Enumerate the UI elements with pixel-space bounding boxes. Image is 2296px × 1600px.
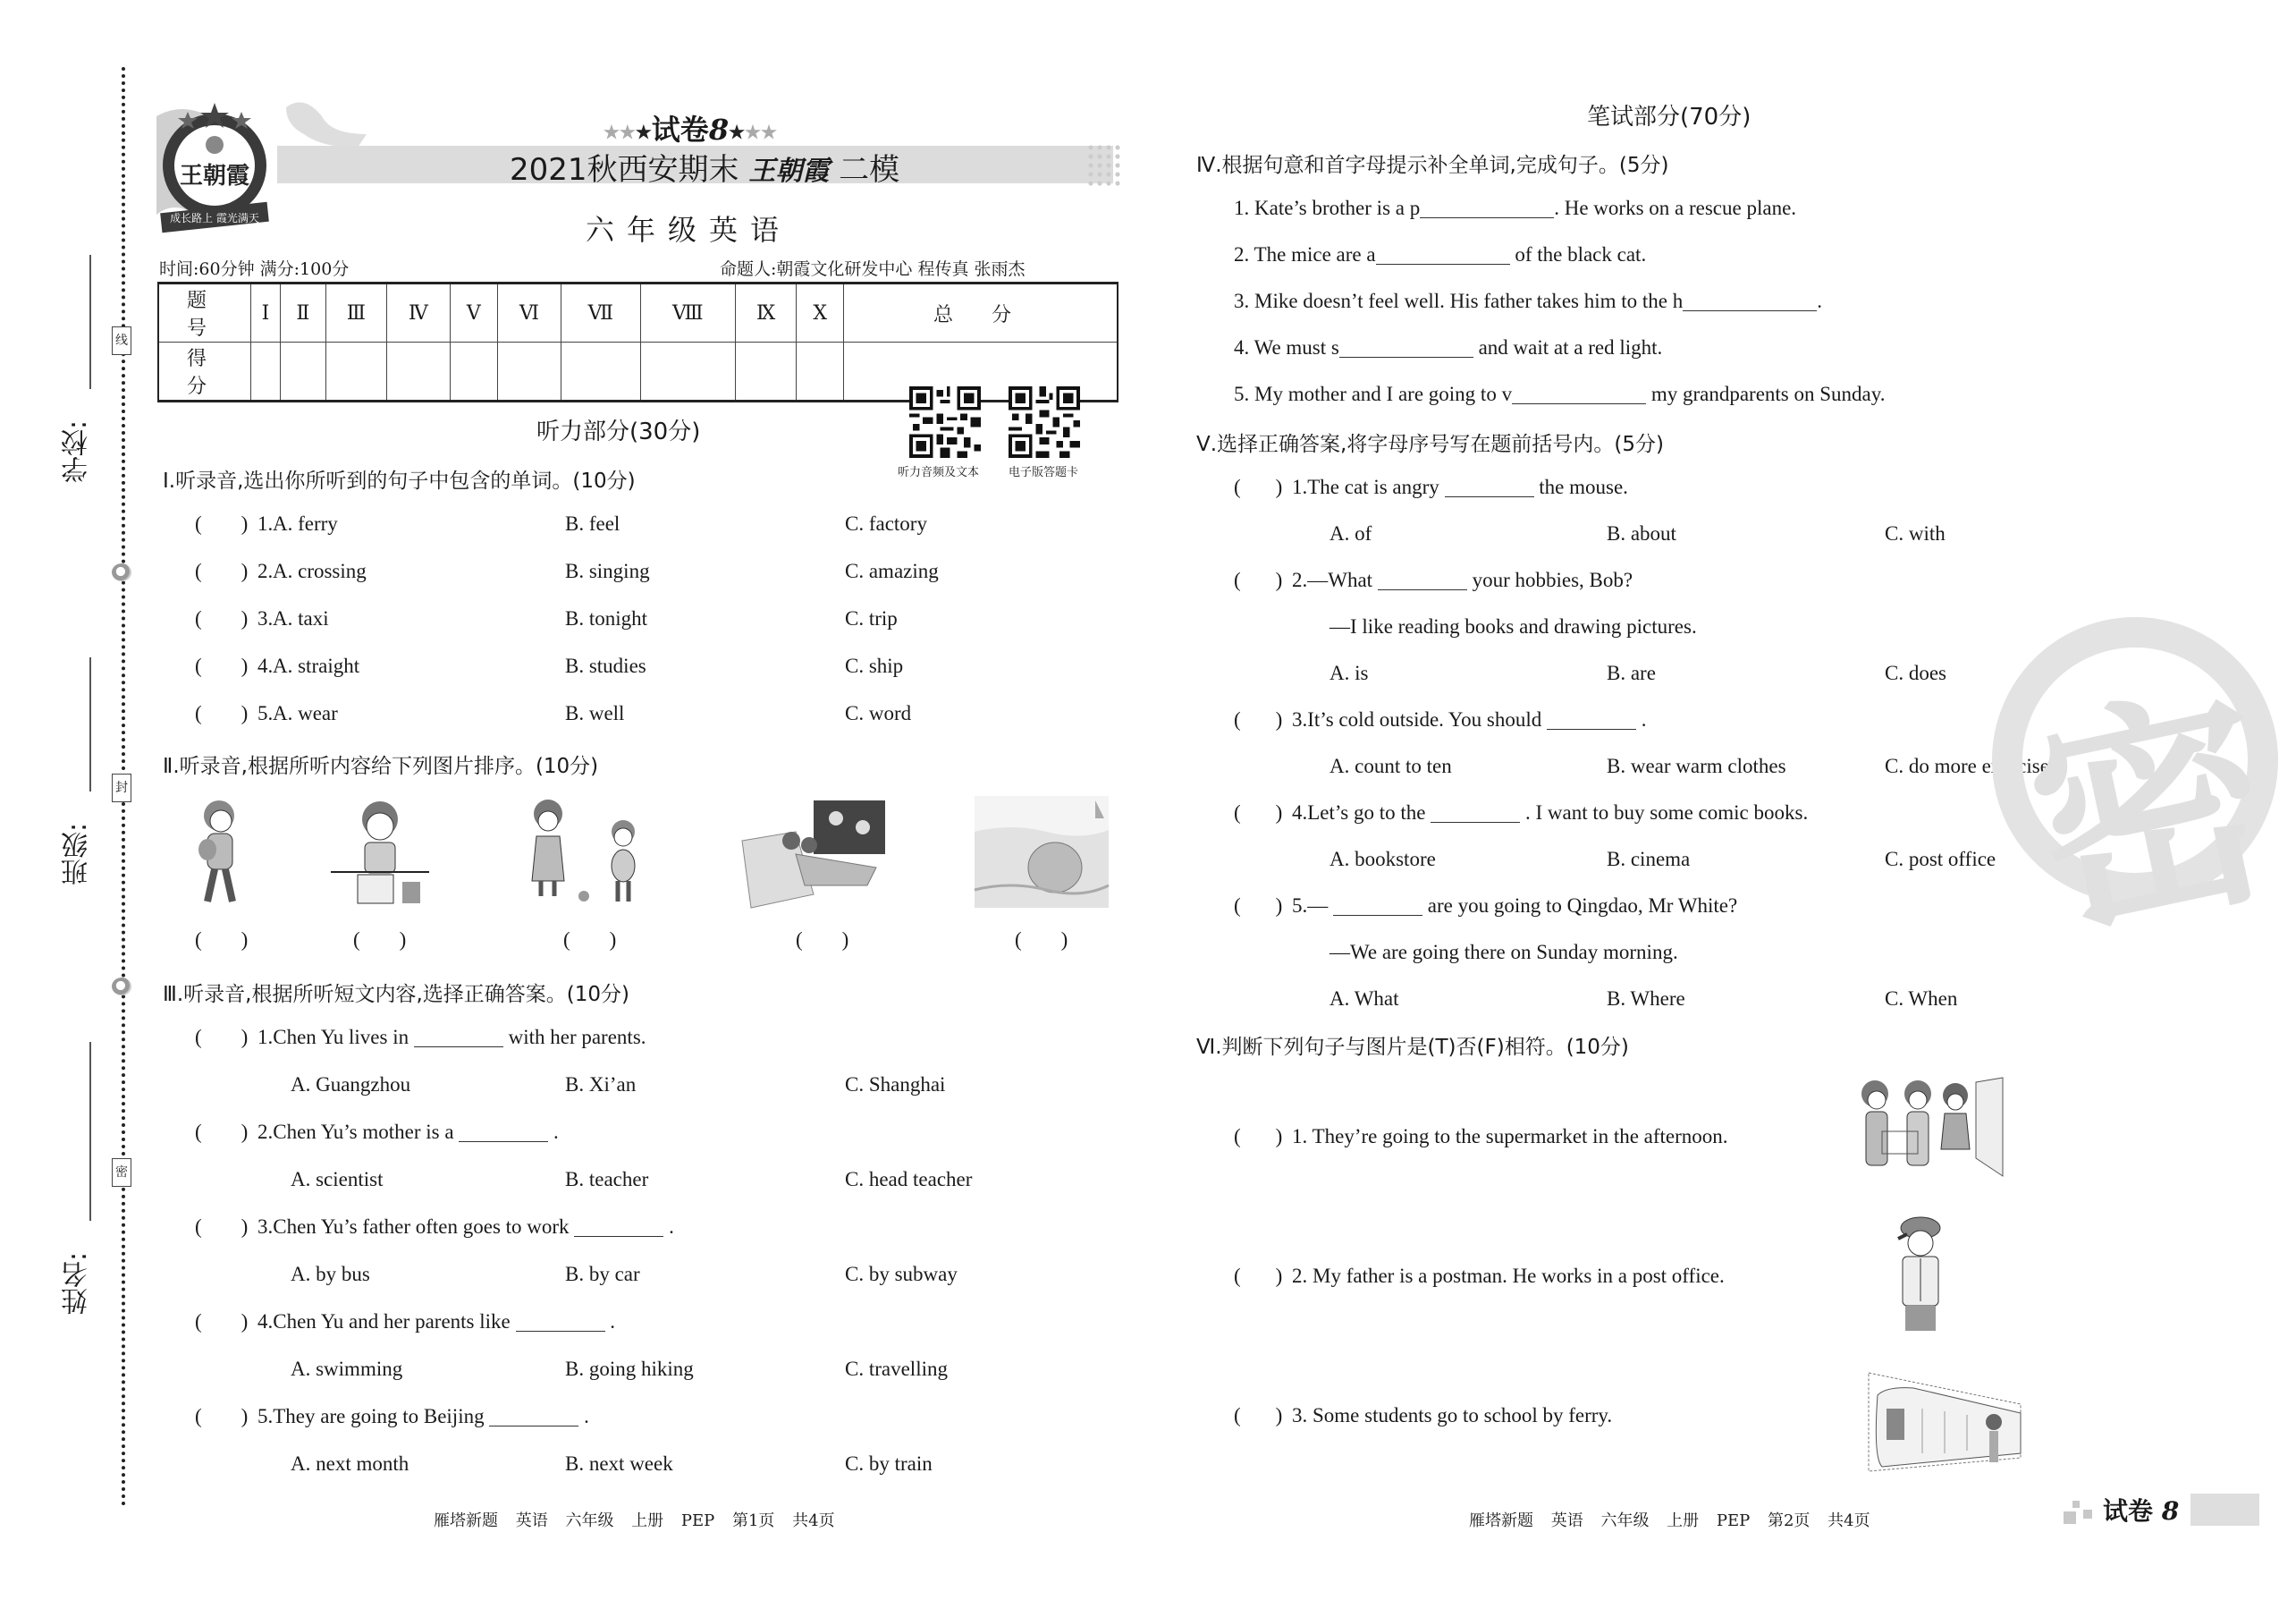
option-a[interactable]: A. What [1329,987,1399,1010]
score-table-label: 题 号 [158,284,251,343]
option-a[interactable]: A. bookstore [1329,848,1436,870]
answer-blank[interactable] [1378,569,1467,590]
sentence-start: 1. Kate’s brother is a p [1234,197,1421,219]
score-col: Ⅵ [497,284,561,343]
corner-tab-bar [2190,1494,2259,1526]
question-text-end: the mouse. [1539,476,1628,498]
score-col: Ⅴ [450,284,497,343]
qr-caption-audio: 听力音频及文本 [898,466,980,479]
dialogue-reply: —We are going there on Sunday morning. [1329,941,1678,963]
listening-section-title: 听力部分(30分) [536,419,701,445]
score-col: Ⅳ [387,284,451,343]
score-col: Ⅸ [735,284,796,343]
option-c[interactable]: C. with [1885,522,1946,545]
answer-parens[interactable]: ( ) [195,1215,249,1238]
answer-parens[interactable]: ( ) [1234,708,1283,731]
answer-blank[interactable] [1376,243,1510,265]
option-b[interactable]: B. about [1607,522,1676,545]
question-number: 3. [257,1215,274,1238]
score-total-label: 总 分 [844,284,1118,343]
answer-parens[interactable]: ( ) [195,1405,249,1427]
score-cell[interactable] [640,343,735,402]
option-a[interactable]: A. ferry [273,512,338,535]
question-stem [1292,801,1808,825]
question-stem [1292,708,1646,732]
score-cell[interactable] [561,343,640,402]
option-c[interactable]: C. post office [1885,848,1996,870]
statement-text: 1. They’re going to the supermarket in the afternoon. [1292,1125,1728,1147]
authors: 命题人:朝霞文化研发中心 程传真 张雨杰 [720,259,1026,279]
exam-title [510,145,899,189]
option-b[interactable]: B. going hiking [565,1358,694,1380]
question-text: Chen Yu’s father often goes to work [273,1215,570,1238]
answer-blank[interactable] [489,1405,578,1426]
fill-in-sentence [1234,197,1796,220]
question-number: 2. [257,1121,274,1143]
sentence-end: of the black cat. [1509,243,1647,266]
statement-text: 3. Some students go to school by ferry. [1292,1404,1613,1426]
option-a[interactable]: A. Guangzhou [291,1073,411,1096]
option-b[interactable]: B. are [1607,662,1656,684]
answer-blank[interactable] [1333,894,1422,916]
option-c[interactable]: C. does [1885,662,1946,684]
fill-in-sentence [1234,290,1822,313]
question-stem [257,1121,559,1144]
option-b[interactable]: B. Xi’an [565,1073,637,1096]
question-text-end: are you going to Qingdao, Mr White? [1427,894,1738,917]
answer-parens[interactable]: ( ) [195,655,249,677]
option-b[interactable]: B. wear warm clothes [1607,755,1786,777]
option-a[interactable]: A. crossing [273,560,367,582]
seal-mark-secret: 密 [112,1158,131,1187]
paper-tag: 试卷 [651,113,709,147]
paper-number-title: ★★★试卷8★★★ [604,113,777,147]
name-underline [89,1042,91,1221]
option-c[interactable]: C. by train [845,1452,933,1475]
paper-number: 8 [708,113,730,147]
option-b[interactable]: B. feel [565,512,620,535]
question-number: 2. [257,560,274,582]
answer-parens[interactable]: ( ) [195,607,249,630]
score-col: Ⅷ [640,284,735,343]
option-a[interactable]: A. taxi [273,607,329,630]
question-number: 5. [257,1405,274,1427]
option-c[interactable]: C. trip [845,607,898,630]
answer-parens[interactable]: ( ) [1234,801,1283,824]
writing-section-title: 笔试部分(70分) [1587,104,1752,131]
answer-parens[interactable]: ( ) [1234,894,1283,917]
sentence-end: my grandparents on Sunday. [1646,383,1886,405]
score-row-label: 得 分 [158,343,251,402]
school-label: 学校: [62,419,93,483]
option-c[interactable]: C. travelling [845,1358,948,1380]
answer-blank[interactable] [1431,801,1520,823]
tab-square-decoration [2083,1510,2092,1519]
sentence-end: . [1817,290,1823,312]
option-b[interactable]: B. Where [1607,987,1685,1010]
sentence-start: 2. The mice are a [1234,243,1376,266]
score-table-header-row [158,284,1118,343]
option-c[interactable]: C. head teacher [845,1168,973,1190]
question-stem [257,1026,646,1049]
option-c[interactable]: C. factory [845,512,927,535]
score-cell[interactable] [450,343,497,402]
score-cell[interactable] [251,343,281,402]
school-underline [89,255,91,389]
question-number: 1. [1292,476,1308,498]
question-text-end: . [1641,708,1647,731]
answer-blank[interactable] [1420,197,1554,218]
option-c[interactable]: C. do more exercise [1885,755,2049,777]
picture-order-parens[interactable]: ( ) [1015,928,1068,951]
dialogue-reply: —I like reading books and drawing pictures. [1329,615,1697,638]
watermark-char: 密 [2010,659,2294,973]
svg-text:王朝霞: 王朝霞 [179,163,250,190]
answer-blank[interactable] [1445,476,1534,497]
option-c[interactable]: C. amazing [845,560,939,582]
part-5-heading: Ⅴ.选择正确答案,将字母序号写在题前括号内。(5分) [1196,433,1664,456]
class-underline [89,657,91,792]
question-text: Chen Yu’s mother is a [273,1121,454,1143]
question-text: Let’s go to the [1307,801,1426,824]
option-b[interactable]: B. next week [565,1452,673,1475]
question-stem [1292,894,1737,918]
sentence-start: 3. Mike doesn’t feel well. His father takes him to the h [1234,290,1684,312]
fill-in-sentence [1234,383,1886,406]
question-stem [1292,476,1628,499]
qr-code-answer-sheet[interactable] [1009,386,1080,458]
fill-in-sentence [1234,336,1662,360]
part-4-heading: Ⅳ.根据句意和首字母提示补全单词,完成句子。(5分) [1196,154,1669,177]
question-number: 3. [1292,708,1308,731]
footer-page-1: 雁塔新题 英语 六年级 上册 PEP 第1页 共4页 [434,1511,835,1530]
question-number: 4. [257,1310,274,1333]
tab-square-decoration [2072,1501,2080,1508]
question-text-end: . [553,1121,559,1143]
picture-order-parens[interactable]: ( ) [796,928,849,951]
answer-parens[interactable]: ( ) [195,1026,249,1048]
question-text-end: . [669,1215,674,1238]
option-b[interactable]: B. by car [565,1263,640,1285]
score-cell[interactable] [797,343,844,402]
swirl-icon [112,563,131,581]
qr-code-audio[interactable] [909,386,981,458]
question-text: Chen Yu lives in [273,1026,409,1048]
footer-page-2: 雁塔新题 英语 六年级 上册 PEP 第2页 共4页 [1469,1511,1870,1530]
true-false-parens[interactable]: ( ) [1234,1125,1283,1147]
question-number: 4. [1292,801,1308,824]
subject-title: 六年级英语 [586,213,792,247]
part-3-heading: Ⅲ.听录音,根据所听短文内容,选择正确答案。(10分) [163,983,630,1006]
answer-parens[interactable]: ( ) [195,1121,249,1143]
option-c[interactable]: C. by subway [845,1263,958,1285]
question-text: They are going to Beijing [273,1405,485,1427]
qr-caption-answer-sheet: 电子版答题卡 [1009,466,1079,479]
answer-blank[interactable] [516,1310,605,1332]
score-cell[interactable] [325,343,386,402]
picture-cinema [742,796,890,908]
sentence-start: 4. We must s [1234,336,1339,359]
score-cell[interactable] [387,343,451,402]
question-stem [257,1405,589,1428]
option-b[interactable]: B. teacher [565,1168,649,1190]
option-a[interactable]: A. wear [273,702,338,724]
picture-boy-reading [331,796,429,908]
answer-blank[interactable] [1339,336,1473,358]
score-col: Ⅲ [325,284,386,343]
option-b[interactable]: B. well [565,702,625,724]
part-6-heading: Ⅵ.判断下列句子与图片是(T)否(F)相符。(10分) [1196,1036,1629,1059]
answer-blank[interactable] [1547,708,1636,730]
question-stem [1292,569,1633,592]
question-text: — [1307,894,1329,917]
option-a[interactable]: A. scientist [291,1168,384,1190]
tab-square-decoration [2064,1511,2076,1524]
question-stem [257,1310,615,1333]
answer-blank[interactable] [574,1215,663,1237]
option-a[interactable]: A. swimming [291,1358,403,1380]
question-text: Chen Yu and her parents like [273,1310,511,1333]
true-false-parens[interactable]: ( ) [1234,1265,1283,1287]
option-c[interactable]: C. When [1885,987,1958,1010]
option-a[interactable]: A. is [1329,662,1369,684]
question-text: The cat is angry [1307,476,1439,498]
question-text-end: . [584,1405,589,1427]
answer-parens[interactable]: ( ) [195,560,249,582]
option-a[interactable]: A. next month [291,1452,409,1475]
secret-watermark-stamp [1992,617,2294,973]
answer-parens[interactable]: ( ) [195,702,249,724]
answer-blank[interactable] [459,1121,548,1142]
seal-mark-line: 线 [112,326,131,355]
option-b[interactable]: B. cinema [1607,848,1691,870]
picture-kids-shopping [1855,1078,2007,1181]
question-number: 2. [1292,569,1308,591]
corner-tab-label: 试卷 [2103,1496,2154,1526]
answer-blank[interactable] [1512,383,1646,404]
answer-blank[interactable] [414,1026,503,1047]
fill-in-sentence [1234,243,1646,267]
option-a[interactable]: A. of [1329,522,1372,545]
answer-blank[interactable] [1683,290,1817,311]
picture-order-parens[interactable]: ( ) [195,928,249,951]
question-text-end: . [610,1310,615,1333]
score-table [157,282,1118,402]
title-pre: 2021秋西安期末 [510,152,739,188]
sentence-end: and wait at a red light. [1473,336,1663,359]
band-dots-decoration [1086,143,1122,186]
option-b[interactable]: B. singing [565,560,650,582]
swirl-icon [112,978,131,995]
title-brand: 王朝霞 [748,156,830,187]
picture-sea-scene [975,796,1109,908]
question-stem [257,1215,674,1239]
picture-subway-train [1860,1368,2030,1471]
score-col: Ⅰ [251,284,281,343]
question-text-end: your hobbies, Bob? [1472,569,1633,591]
question-number: 4. [257,655,274,677]
statement-text: 2. My father is a postman. He works in a post office. [1292,1265,1725,1287]
name-label: 姓名: [62,1251,93,1315]
picture-order-parens[interactable]: ( ) [353,928,407,951]
question-text-end: with her parents. [508,1026,646,1048]
question-number: 3. [257,607,274,630]
question-text: It’s cold outside. You should [1307,708,1542,731]
picture-order-parens[interactable]: ( ) [563,928,617,951]
part-1-heading: Ⅰ.听录音,选出你所听到的句子中包含的单词。(10分) [163,470,636,493]
answer-parens[interactable]: ( ) [195,512,249,535]
picture-girl-and-boy [514,796,648,908]
option-a[interactable]: A. count to ten [1329,755,1452,777]
question-number: 5. [1292,894,1308,917]
question-number: 1. [257,1026,274,1048]
answer-parens[interactable]: ( ) [195,1310,249,1333]
question-number: 5. [257,702,274,724]
sentence-start: 5. My mother and I are going to v [1234,383,1513,405]
answer-parens[interactable]: ( ) [1234,476,1283,498]
time-and-score: 时间:60分钟 满分:100分 [159,259,350,279]
option-b[interactable]: B. tonight [565,607,648,630]
seal-mark-seal: 封 [112,774,131,802]
picture-policeman-saluting [1880,1212,1961,1333]
question-text-end: . I want to buy some comic books. [1524,801,1809,824]
sentence-end: . He works on a rescue plane. [1554,197,1797,219]
option-a[interactable]: A. by bus [291,1263,370,1285]
option-c[interactable]: C. ship [845,655,904,677]
option-b[interactable]: B. studies [565,655,646,677]
score-cell[interactable] [497,343,561,402]
option-c[interactable]: C. word [845,702,912,724]
score-cell[interactable] [735,343,796,402]
svg-text:成长路上 霞光满天: 成长路上 霞光满天 [170,212,259,224]
answer-parens[interactable]: ( ) [1234,569,1283,591]
score-col: Ⅱ [281,284,326,343]
corner-paper-tab [2103,1492,2179,1528]
score-col: Ⅶ [561,284,640,343]
class-label: 班级: [62,822,93,885]
option-c[interactable]: C. Shanghai [845,1073,946,1096]
score-col: Ⅹ [797,284,844,343]
picture-boy-walking [188,796,250,908]
question-text: —What [1307,569,1373,591]
true-false-parens[interactable]: ( ) [1234,1404,1283,1426]
title-post: 二模 [839,152,900,188]
score-cell[interactable] [281,343,326,402]
question-number: 1. [257,512,274,535]
option-a[interactable]: A. straight [273,655,360,677]
part-2-heading: Ⅱ.听录音,根据所听内容给下列图片排序。(10分) [163,755,599,778]
corner-tab-number: 8 [2161,1496,2180,1526]
